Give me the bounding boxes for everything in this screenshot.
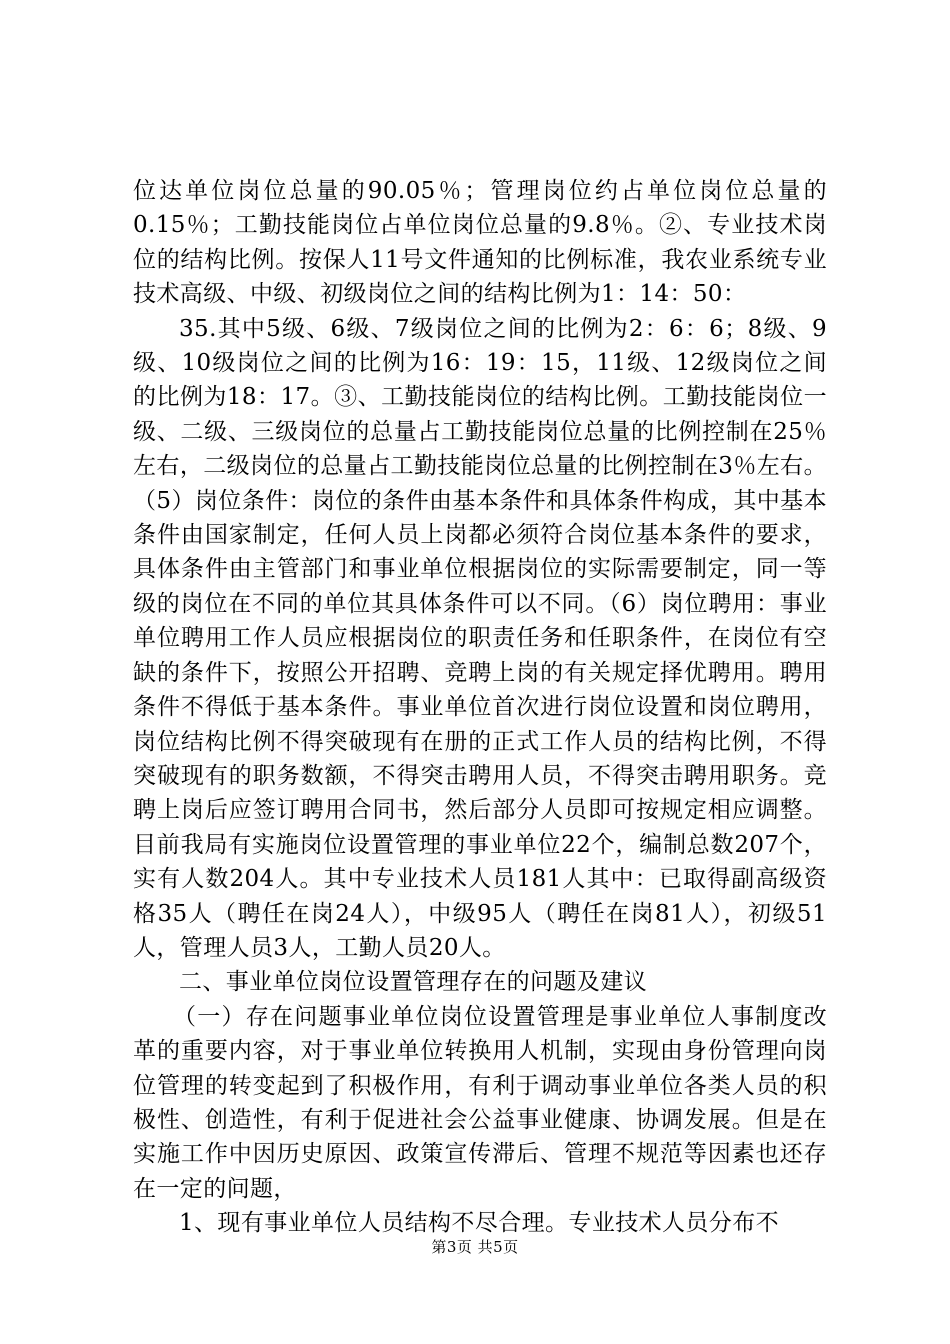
paragraph-continued: 位达单位岗位总量的90.05％；管理岗位约占单位岗位总量的0.15％；工勤技能岗位占单位岗位总量的9.8％。②、专业技术岗位的结构比例。按保人11号文件通知的比例标准，我农业系统专业技术高级、中级、初级岗位之间的结构比例为1：14：50： [133, 178, 827, 308]
section-heading: 二、事业单位岗位设置管理存在的问题及建议 [179, 969, 647, 996]
document-body [133, 174, 827, 1241]
page-number-footer: 第3页 共5页 [431, 1238, 519, 1256]
paragraph-ratios: 35.其中5级、6级、7级岗位之间的比例为2：6：6；8级、9级、10级岗位之间的比例为16：19：15，11级、12级岗位之间的比例为18：17。③、工勤技能岗位的结构比例。工勤技能岗位一级、二级、三级岗位的总量占工勤技能岗位总量的比例控制在25％左右，二级岗位的总量占工勤技能岗位总量的比例控制在3％左右。（5）岗位条件：岗位的条件由基本条件和具体条件构成，其中基本条件由国家制定，任何人员上岗都必须符合岗位基本条件的要求，具体条件由主管部门和事业单位根据岗位的实际需要制定，同一等级的岗位在不同的单位其具体条件可以不同。（6）岗位聘用：事业单位聘用工作人员应根据岗位的职责任务和任职条件，在岗位有空缺的条件下，按照公开招聘、竞聘上岗的有关规定择优聘用。聘用条件不得低于基本条件。事业单位首次进行岗位设置和岗位聘用，岗位结构比例不得突破现有在册的正式工作人员的结构比例，不得突破现有的职务数额，不得突击聘用人员，不得突击聘用职务。竞聘上岗后应签订聘用合同书，然后部分人员即可按规定相应调整。目前我局有实施岗位设置管理的事业单位22个，编制总数207个，实有人数204人。其中专业技术人员181人其中：已取得副高级资格35人（聘任在岗24人），中级95人（聘任在岗81人），初级51人，管理人员3人，工勤人员20人。 [133, 315, 827, 961]
paragraph-problems: （一）存在问题事业单位岗位设置管理是事业单位人事制度改革的重要内容，对于事业单位转换用人机制，实现由身份管理向岗位管理的转变起到了积极作用，有利于调动事业单位各类人员的积极性、创造性，有利于促进社会公益事业健康、协调发展。但是在实施工作中因历史原因、政策宣传滞后、管理不规范等因素也还存在一定的问题， [133, 1003, 827, 1202]
paragraph-point-1: 1、现有事业单位人员结构不尽合理。专业技术人员分布不 [179, 1210, 780, 1237]
